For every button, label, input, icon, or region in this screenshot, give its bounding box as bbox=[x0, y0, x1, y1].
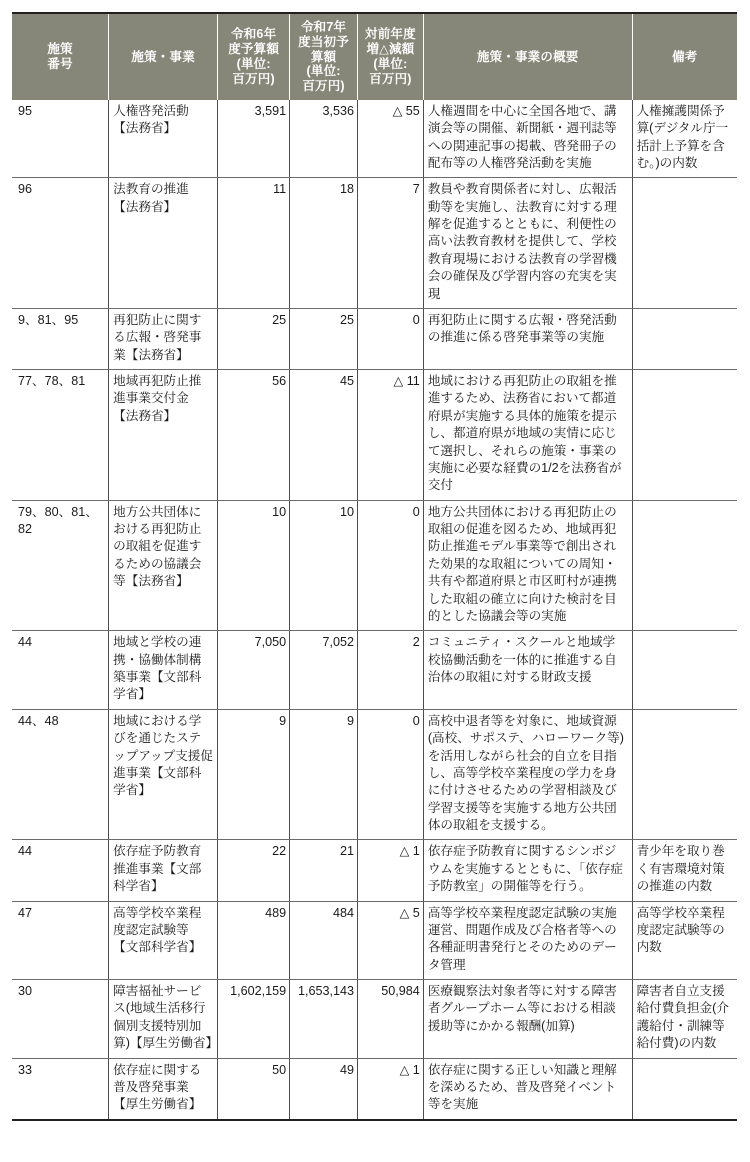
cell-policy-program: 高等学校卒業程度認定試験等【文部科学省】 bbox=[109, 901, 218, 980]
cell-budget-r7: 45 bbox=[290, 370, 358, 501]
cell-outline: 教員や教育関係者に対し、広報活動等を実施し、法教育に対する理解を促進するとともに、利便性の高い法教育教材を提供して、学校教育現場における法教育の学習機会の確保及び学習内容の充実を実現 bbox=[423, 178, 632, 309]
cell-outline: 地域における再犯防止の取組を推進するため、法務省において都道府県が実施する具体的施策を提示し、都道府県が地域の実情に応じて選択し、それらの施策・事業の実施に必要な経費の1/2を法務省が交付 bbox=[423, 370, 632, 501]
cell-policy-program: 再犯防止に関する広報・啓発事業【法務省】 bbox=[109, 308, 218, 369]
cell-budget-r7: 7,052 bbox=[290, 631, 358, 710]
table-row bbox=[12, 500, 737, 631]
table-row bbox=[12, 980, 737, 1059]
cell-budget-r6: 25 bbox=[218, 308, 290, 369]
cell-budget-r6: 7,050 bbox=[218, 631, 290, 710]
policy-budget-table bbox=[12, 12, 737, 1121]
cell-policy-number: 44 bbox=[12, 631, 109, 710]
cell-remarks bbox=[632, 1058, 737, 1120]
cell-policy-program: 地域における学びを通じたステップアップ支援促進事業【文部科学省】 bbox=[109, 709, 218, 840]
cell-budget-r6: 11 bbox=[218, 178, 290, 309]
column-header-outline: 施策・事業の概要 bbox=[423, 13, 632, 100]
table-body bbox=[12, 100, 737, 1120]
cell-policy-program: 地方公共団体における再犯防止の取組を促進するための協議会等【法務省】 bbox=[109, 500, 218, 631]
cell-budget-r6: 56 bbox=[218, 370, 290, 501]
table-row bbox=[12, 840, 737, 901]
cell-year-over-year: 2 bbox=[358, 631, 424, 710]
cell-remarks: 人権擁護関係予算(デジタル庁一括計上予算を含む。)の内数 bbox=[632, 100, 737, 178]
table-header bbox=[12, 13, 737, 100]
table-row bbox=[12, 370, 737, 501]
cell-budget-r6: 1,602,159 bbox=[218, 980, 290, 1059]
cell-budget-r7: 9 bbox=[290, 709, 358, 840]
cell-outline: 医療観察法対象者等に対する障害者グループホーム等における相談援助等にかかる報酬(加算) bbox=[423, 980, 632, 1059]
cell-budget-r7: 21 bbox=[290, 840, 358, 901]
cell-budget-r7: 3,536 bbox=[290, 100, 358, 178]
cell-year-over-year: 0 bbox=[358, 308, 424, 369]
cell-year-over-year: △ 11 bbox=[358, 370, 424, 501]
cell-year-over-year: △ 1 bbox=[358, 1058, 424, 1120]
cell-year-over-year: △ 55 bbox=[358, 100, 424, 178]
cell-policy-number: 44 bbox=[12, 840, 109, 901]
cell-budget-r7: 25 bbox=[290, 308, 358, 369]
cell-outline: 依存症予防教育に関するシンポジウムを実施するとともに、「依存症予防教室」の開催等を行う。 bbox=[423, 840, 632, 901]
cell-year-over-year: 7 bbox=[358, 178, 424, 309]
cell-outline: コミュニティ・スクールと地域学校協働活動を一体的に推進する自治体の取組に対する財政支援 bbox=[423, 631, 632, 710]
cell-outline: 高校中退者等を対象に、地域資源(高校、サポステ、ハローワーク等)を活用しながら社会的自立を目指し、高等学校卒業程度の学力を身に付けさせるための学習相談及び学習支援等を実施する地方公共団体の取組を支援する。 bbox=[423, 709, 632, 840]
cell-policy-number: 79、80、81、82 bbox=[12, 500, 109, 631]
column-header-year-over-year: 対前年度 増△減額 (単位: 百万円) bbox=[358, 13, 424, 100]
cell-policy-number: 33 bbox=[12, 1058, 109, 1120]
column-header-remarks: 備考 bbox=[632, 13, 737, 100]
cell-outline: 再犯防止に関する広報・啓発活動の推進に係る啓発事業等の実施 bbox=[423, 308, 632, 369]
cell-policy-number: 47 bbox=[12, 901, 109, 980]
cell-remarks: 青少年を取り巻く有害環境対策の推進の内数 bbox=[632, 840, 737, 901]
cell-year-over-year: 50,984 bbox=[358, 980, 424, 1059]
table-row bbox=[12, 178, 737, 309]
cell-remarks bbox=[632, 178, 737, 309]
table-row bbox=[12, 1058, 737, 1120]
cell-budget-r6: 22 bbox=[218, 840, 290, 901]
cell-outline: 依存症に関する正しい知識と理解を深めるため、普及啓発イベント等を実施 bbox=[423, 1058, 632, 1120]
cell-outline: 地方公共団体における再犯防止の取組の促進を図るため、地域再犯防止推進モデル事業等で創出された効果的な取組についての周知・共有や都道府県と市区町村が連携した取組の確立に向けた検討を目的とした協議会等の実施 bbox=[423, 500, 632, 631]
cell-remarks bbox=[632, 370, 737, 501]
column-header-budget-r6: 令和6年 度予算額 (単位: 百万円) bbox=[218, 13, 290, 100]
cell-policy-number: 95 bbox=[12, 100, 109, 178]
header-row bbox=[12, 13, 737, 100]
cell-remarks: 障害者自立支援給付費負担金(介護給付・訓練等給付費)の内数 bbox=[632, 980, 737, 1059]
cell-budget-r7: 484 bbox=[290, 901, 358, 980]
table-row bbox=[12, 709, 737, 840]
cell-budget-r6: 10 bbox=[218, 500, 290, 631]
cell-budget-r6: 50 bbox=[218, 1058, 290, 1120]
cell-policy-program: 障害福祉サービス(地域生活移行個別支援特別加算)【厚生労働省】 bbox=[109, 980, 218, 1059]
column-header-policy-program: 施策・事業 bbox=[109, 13, 218, 100]
table-row bbox=[12, 631, 737, 710]
column-header-policy-number: 施策 番号 bbox=[12, 13, 109, 100]
cell-policy-program: 人権啓発活動【法務省】 bbox=[109, 100, 218, 178]
cell-policy-program: 地域再犯防止推進事業交付金【法務省】 bbox=[109, 370, 218, 501]
cell-budget-r6: 9 bbox=[218, 709, 290, 840]
cell-outline: 高等学校卒業程度認定試験の実施運営、問題作成及び合格者等への各種証明書発行とそのためのデータ管理 bbox=[423, 901, 632, 980]
cell-remarks bbox=[632, 709, 737, 840]
cell-year-over-year: △ 1 bbox=[358, 840, 424, 901]
cell-budget-r6: 3,591 bbox=[218, 100, 290, 178]
cell-year-over-year: 0 bbox=[358, 500, 424, 631]
cell-budget-r7: 49 bbox=[290, 1058, 358, 1120]
cell-remarks: 高等学校卒業程度認定試験等の内数 bbox=[632, 901, 737, 980]
cell-remarks bbox=[632, 500, 737, 631]
table-row bbox=[12, 901, 737, 980]
cell-outline: 人権週間を中心に全国各地で、講演会等の開催、新聞紙・週刊誌等への関連記事の掲載、啓発冊子の配布等の人権啓発活動を実施 bbox=[423, 100, 632, 178]
cell-policy-number: 77、78、81 bbox=[12, 370, 109, 501]
cell-policy-program: 法教育の推進【法務省】 bbox=[109, 178, 218, 309]
cell-policy-number: 9、81、95 bbox=[12, 308, 109, 369]
cell-year-over-year: △ 5 bbox=[358, 901, 424, 980]
cell-budget-r7: 1,653,143 bbox=[290, 980, 358, 1059]
cell-remarks bbox=[632, 308, 737, 369]
column-header-budget-r7: 令和7年 度当初予 算額 (単位: 百万円) bbox=[290, 13, 358, 100]
cell-policy-program: 地域と学校の連携・協働体制構築事業【文部科学省】 bbox=[109, 631, 218, 710]
cell-policy-number: 44、48 bbox=[12, 709, 109, 840]
cell-budget-r6: 489 bbox=[218, 901, 290, 980]
cell-year-over-year: 0 bbox=[358, 709, 424, 840]
cell-remarks bbox=[632, 631, 737, 710]
cell-budget-r7: 10 bbox=[290, 500, 358, 631]
cell-policy-program: 依存症予防教育推進事業【文部科学省】 bbox=[109, 840, 218, 901]
cell-policy-program: 依存症に関する普及啓発事業【厚生労働省】 bbox=[109, 1058, 218, 1120]
table-row bbox=[12, 308, 737, 369]
table-row bbox=[12, 100, 737, 178]
cell-policy-number: 96 bbox=[12, 178, 109, 309]
cell-budget-r7: 18 bbox=[290, 178, 358, 309]
cell-policy-number: 30 bbox=[12, 980, 109, 1059]
